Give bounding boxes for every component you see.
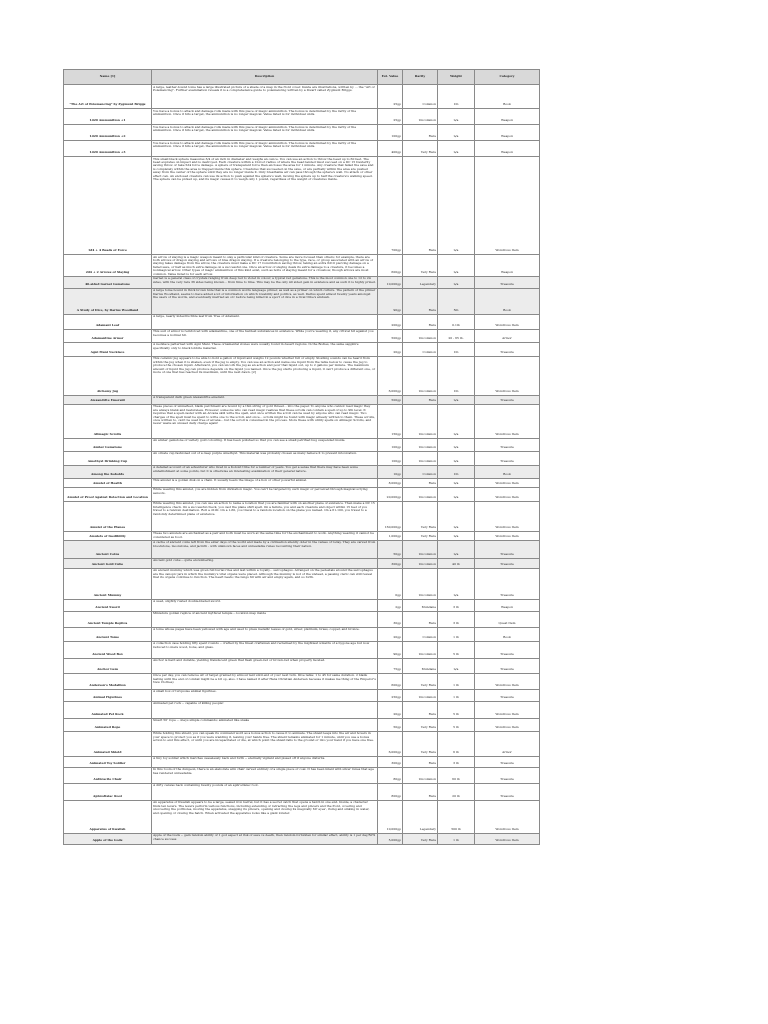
item-description-cell[interactable]: You have a bonus to attack and damage rolls made with this piece of magic ammunition. The bonus is determined by the rarity of the ammunition. Once it hits a target, the ammunition is no longer magical. Value listed is for individual units.: [152, 141, 378, 157]
item-name-cell[interactable]: Alchemy Jug: [64, 356, 152, 395]
item-rarity-cell[interactable]: Uncommon: [403, 109, 438, 125]
item-description-cell[interactable]: This suit of armor is reinforced with adamantine, one of the hardest substances in existence. While you're wearing it, any critical hit against you becomes a normal hit.: [152, 329, 378, 342]
col-header-rarity[interactable]: Rarity: [403, 70, 438, 85]
item-value-cell[interactable]: 90gp: [378, 288, 403, 314]
item-name-cell[interactable]: Ancient Gold Cube: [64, 558, 152, 568]
item-description-cell[interactable]: An ancient mummy which was given full burial rites and laid within a royally... sarcophagus. Arranged on the pedestals around the sarcophagus are the canopic jars in which the mummy's vital organs were placed. Although the mummy is not of the undead, a passing cleric can still reveal that its organs continue to function. The heart beats; the lungs fill with air and empty again, and so forth.: [152, 568, 378, 599]
item-rarity-cell[interactable]: Uncommon: [403, 641, 438, 658]
item-rarity-cell[interactable]: Uncommon: [403, 356, 438, 395]
item-description-cell[interactable]: While wearing this amulet, you are hidden from divination magic. You can't be targeted by such magic or perceived through magical scrying sensors.: [152, 487, 378, 501]
item-weight-cell[interactable]: 5 lb: [438, 718, 475, 731]
table-row[interactable]: [64, 141, 540, 157]
item-value-cell[interactable]: 6,000gp: [378, 356, 403, 395]
item-name-cell[interactable]: Among the Kobolds: [64, 465, 152, 478]
item-description-cell[interactable]: A used, slightly rusted double-bladed sword.: [152, 599, 378, 611]
item-weight-cell[interactable]: n/a: [438, 157, 475, 255]
item-name-cell[interactable]: Anderson's Medallion: [64, 673, 152, 689]
item-description-cell[interactable]: This ceramic jug appears to be able to hold a gallon of liquid and weighs 12 pounds whether full or empty. Sloshing sounds can be heard from within the jug when it is shaken, even if the jug is empty. You can use an action and name one liquid from the table below to cause the jug to produce the chosen liquid. Afterward, you can uncork the jug as an action and pour that liquid out, up to 2 gallons per minute. The maximum amount of liquid the jug can produce depends on the liquid you named. Once the jug starts producing a liquid, it can't produce a different one, or more of one that has reached its maximum, until the next dawn. [2]: [152, 356, 378, 395]
item-description-cell[interactable]: A tome whose pages have been yellowed with age and used to press metallic leaves of gold, silver, platinum, brass, copper, and bronze.: [152, 627, 378, 641]
item-category-cell[interactable]: Wondrous Item: [475, 501, 540, 531]
item-value-cell[interactable]: 6,000gp: [378, 731, 403, 756]
item-category-cell[interactable]: Treasure: [475, 689, 540, 701]
item-rarity-cell[interactable]: Mundane: [403, 599, 438, 611]
item-rarity-cell[interactable]: Legendary: [403, 276, 438, 288]
item-rarity-cell[interactable]: Uncommon: [403, 767, 438, 783]
item-value-cell[interactable]: 5,000gp: [378, 833, 403, 844]
table-row[interactable]: [64, 109, 540, 125]
item-description-cell[interactable]: While wearing this amulet, you can use an action to name a location that you are familiar with on another plane of existence. Then make a DC 15 Intelligence check. On a successful check, you cast the plane shift spell. On a failure, you and each creature and object within 15 feet of you travel to a random destination. Roll a d100. On a 1-60, you travel to a random location on the plane you named. On a 61-100, you travel to a randomly determined plane of existence.: [152, 501, 378, 531]
item-weight-cell[interactable]: 20 - 65 lb.: [438, 329, 475, 342]
item-category-cell[interactable]: Wondrous Item: [475, 478, 540, 487]
item-rarity-cell[interactable]: Uncommon: [403, 329, 438, 342]
item-category-cell[interactable]: Wondrous Item: [475, 701, 540, 718]
item-weight-cell[interactable]: 5 lb: [438, 701, 475, 718]
item-description-cell[interactable]: A large, nearly indestructible leaf from Tree of Adamant.: [152, 314, 378, 329]
item-weight-cell[interactable]: 1 lb: [438, 673, 475, 689]
item-name-cell[interactable]: Amulet of Health: [64, 478, 152, 487]
col-header-name[interactable]: Name [1]: [64, 70, 152, 85]
item-description-cell[interactable]: This small black sphere measures 3/4 of an inch in diameter and weighs an ounce. You can use an action to throw the bead up to 60 feet. The bead explodes on impact and is destroyed. Each creature within a 10-foot radius of where the bead landed must succeed on a DC 15 Dexterity saving throw or take 5d4 force damage. A sphere of transparent force then encloses the area for 1 minute. Any creature that failed the save and is completely within the area is trapped inside this sphere. Creatures that succeeded on the save, or are partially within the area are pushed away from the center of the sphere until they are no longer inside it. Only breathable air can pass through the sphere's wall. No attack or other effect can. An enclosed creature can use its action to push against the sphere's wall, moving the sphere up to half the creature's walking speed. The sphere can be picked up, and its magic causes it to weigh only 1 pound, regardless of the weight of creatures inside.: [152, 157, 378, 255]
item-category-cell[interactable]: Weapon: [475, 125, 540, 141]
item-value-cell[interactable]: 25gp: [378, 109, 403, 125]
item-category-cell[interactable]: Book: [475, 627, 540, 641]
item-name-cell[interactable]: 1d20 Ammunition +1: [64, 109, 152, 125]
item-category-cell[interactable]: Wondrous Item: [475, 404, 540, 438]
item-name-cell[interactable]: Alexandrite Emerald: [64, 395, 152, 404]
item-name-cell[interactable]: Allmagic Scrolls: [64, 404, 152, 438]
item-description-cell[interactable]: You have a bonus to attack and damage rolls made with this piece of magic ammunition. The bonus is determined by the rarity of the ammunition. Once it hits a target, the ammunition is no longer magical. Value listed is for individual units.: [152, 109, 378, 125]
item-description-cell[interactable]: A small box of turquoise animal figurines.: [152, 689, 378, 701]
item-value-cell[interactable]: 10gp: [378, 465, 403, 478]
table-row[interactable]: [64, 783, 540, 800]
item-description-cell[interactable]: An arrow of slaying is a magic weapon meant to slay a particular kind of creature. Some are more focused than others; for example, there are both arrows of dragon slaying and arrows of blue dragon slaying. If a creature belonging to the type, race, or group associated with an arrow of slaying takes damage from the arrow, the creature must make a DC 17 Constitution saving throw, taking an extra 6d10 piercing damage on a failed save, or half as much extra damage on a successful one. Once an arrow of slaying deals its extra damage to a creature, it becomes a nonmagical arrow. Other types of magic ammunition of this kind exist, such as bolts of slaying meant for a crossbow, though arrows are most common. Value listed is for each arrow.: [152, 255, 378, 277]
table-row[interactable]: [64, 276, 540, 288]
item-value-cell[interactable]: 8,000gp: [378, 478, 403, 487]
item-rarity-cell[interactable]: Very Rare: [403, 673, 438, 689]
table-body: [64, 85, 540, 845]
table-row[interactable]: [64, 658, 540, 673]
item-description-cell[interactable]: These pieces of unmarked, blank parchment are bound by a thin string of gold thread... into the paper. To anyone who cannot read magic they are always blank and featureless. However, someone who can read magic realizes that these scrolls can contain a spell of up to 9th level. It requires that a spell-caster with an Arcana skill write the spell, and once written the scroll can be used by anyone who can read magic. Two charges of the spell must be spent to write one to the scroll, and once... scrolls might be found with magic already written to them. These scrolls, once written to, can't be used free of arcana... but the scroll is consumed in the process. Store these with utility spells on Allmagic Scrolls, and never waste an unused daily charge again!: [152, 404, 378, 438]
table-row[interactable]: [64, 395, 540, 404]
item-category-cell[interactable]: Treasure: [475, 568, 540, 599]
table-row[interactable]: [64, 718, 540, 731]
item-description-cell[interactable]: A dirty canvas back containing twenty pounds of an aphrodisiac root.: [152, 783, 378, 800]
item-rarity-cell[interactable]: Uncommon: [403, 438, 438, 451]
item-rarity-cell[interactable]: Uncommon: [403, 568, 438, 599]
table-row[interactable]: [64, 627, 540, 641]
item-name-cell[interactable]: Agni Mani Necklace: [64, 342, 152, 356]
table-row[interactable]: [64, 833, 540, 844]
item-category-cell[interactable]: Armor: [475, 329, 540, 342]
item-value-cell[interactable]: 10,000gp: [378, 276, 403, 288]
item-weight-cell[interactable]: n/a: [438, 451, 475, 465]
item-category-cell[interactable]: Treasure: [475, 558, 540, 568]
item-category-cell[interactable]: Book: [475, 85, 540, 109]
item-rarity-cell[interactable]: Very Rare: [403, 531, 438, 540]
item-name-cell[interactable]: Amulets of Inedibility: [64, 531, 152, 540]
item-value-cell[interactable]: 1,000gp: [378, 531, 403, 540]
table-row[interactable]: [64, 465, 540, 478]
item-rarity-cell[interactable]: Common: [403, 342, 438, 356]
item-weight-cell[interactable]: 1 lb: [438, 627, 475, 641]
item-name-cell[interactable]: Ancient Tome: [64, 627, 152, 641]
item-value-cell[interactable]: 150gp: [378, 404, 403, 438]
item-name-cell[interactable]: Animated Toy Soldier: [64, 756, 152, 767]
item-weight-cell[interactable]: 1 lb: [438, 689, 475, 701]
table-row[interactable]: [64, 501, 540, 531]
item-name-cell[interactable]: Amber Gemstone: [64, 438, 152, 451]
item-category-cell[interactable]: Treasure: [475, 641, 540, 658]
col-header-weight[interactable]: Weight: [438, 70, 475, 85]
item-description-cell[interactable]: Miniature golden replica of ancient mythical temple -- location map inside: [152, 611, 378, 627]
item-value-cell[interactable]: 50gp: [378, 540, 403, 558]
item-name-cell[interactable]: Amulet of Proof Against Detection and Location: [64, 487, 152, 501]
table-row[interactable]: [64, 673, 540, 689]
table-row[interactable]: [64, 558, 540, 568]
item-value-cell[interactable]: 100gp: [378, 125, 403, 141]
item-name-cell[interactable]: Ancient Wood Box: [64, 641, 152, 658]
item-rarity-cell[interactable]: Rare: [403, 783, 438, 800]
item-rarity-cell[interactable]: Rare: [403, 157, 438, 255]
item-name-cell[interactable]: "The Art of Polemancing" by Zygmunt Briggs: [64, 85, 152, 109]
item-value-cell[interactable]: 90gp: [378, 641, 403, 658]
table-row[interactable]: [64, 157, 540, 255]
item-value-cell[interactable]: 800gp: [378, 783, 403, 800]
item-rarity-cell[interactable]: Uncommon: [403, 540, 438, 558]
item-rarity-cell[interactable]: Mundane: [403, 658, 438, 673]
item-rarity-cell[interactable]: Uncommon: [403, 558, 438, 568]
item-name-cell[interactable]: A Study of Dice, by Darius Woodland: [64, 288, 152, 314]
item-weight-cell[interactable]: 0.1lb: [438, 314, 475, 329]
item-rarity-cell[interactable]: Uncommon: [403, 451, 438, 465]
item-name-cell[interactable]: Apparatus of Kwalish: [64, 800, 152, 833]
item-value-cell[interactable]: 20,000gp: [378, 487, 403, 501]
item-category-cell[interactable]: Wondrous Item: [475, 531, 540, 540]
table-row[interactable]: [64, 641, 540, 658]
item-value-cell[interactable]: 600gp: [378, 673, 403, 689]
table-row[interactable]: [64, 731, 540, 756]
item-description-cell[interactable]: A large tome bound in thick brown hide that is a common words language primer, as well as a primer on which culture. The pattern of the primer Darius Woodland, seems to have added a lot of information on which lovability and politics, as well. Darius spent almost twenty years amongst the users of the words, and eventually married an orc before being killed in a sport of dice in a rival tribe's ambush.: [152, 288, 378, 314]
table-row[interactable]: [64, 800, 540, 833]
item-category-cell[interactable]: Treasure: [475, 756, 540, 767]
item-weight-cell[interactable]: n/a: [438, 141, 475, 157]
item-weight-cell[interactable]: 20 lb: [438, 783, 475, 800]
table-row[interactable]: [64, 701, 540, 718]
item-description-cell[interactable]: A detailed account of an adventurer who lived in a Kobold tribe for a number of years. You get a sense that there may have been some embellishment at some points, but it is otherwise an interesting examination of their general nature.: [152, 465, 378, 478]
item-weight-cell[interactable]: n/a: [438, 438, 475, 451]
item-rarity-cell[interactable]: Very Rare: [403, 731, 438, 756]
item-description-cell[interactable]: An amber gemstone of variety gold colouring. It has been polished so that you can see a small petrified bug suspended inside.: [152, 438, 378, 451]
item-category-cell[interactable]: Treasure: [475, 540, 540, 558]
col-header-description[interactable]: Description: [152, 70, 378, 85]
item-description-cell[interactable]: A large, leather-bound tome has a large illustrated picture of a shade of a map in the front cover. Inside are illustrations, written by ... the "Art of Polemancing". Further examination reveals it is a comprehensive guide to polemancing written by a Dwarf called Zygmunt Briggs.: [152, 85, 378, 109]
item-rarity-cell[interactable]: Uncommon: [403, 487, 438, 501]
table-row[interactable]: [64, 85, 540, 109]
item-category-cell[interactable]: Wondrous Item: [475, 800, 540, 833]
table-row[interactable]: [64, 255, 540, 277]
item-name-cell[interactable]: Animated Rope: [64, 718, 152, 731]
item-weight-cell[interactable]: n/a: [438, 125, 475, 141]
table-row[interactable]: [64, 342, 540, 356]
item-category-cell[interactable]: Weapon: [475, 255, 540, 277]
item-category-cell[interactable]: Treasure: [475, 342, 540, 356]
item-category-cell[interactable]: Weapon: [475, 599, 540, 611]
item-value-cell[interactable]: 20gp: [378, 627, 403, 641]
item-value-cell[interactable]: 300gp: [378, 558, 403, 568]
item-name-cell[interactable]: Ancient Mummy: [64, 568, 152, 599]
table-row[interactable]: [64, 404, 540, 438]
item-value-cell[interactable]: 250gp: [378, 689, 403, 701]
item-name-cell[interactable]: Apple of the Gods: [64, 833, 152, 844]
item-name-cell[interactable]: Adamantine Armor: [64, 329, 152, 342]
item-weight-cell[interactable]: 60 lb: [438, 767, 475, 783]
item-rarity-cell[interactable]: Rare: [403, 395, 438, 404]
item-description-cell[interactable]: Once per day, you can remove AC of target granted by armour laid until end of your next turn. Dive table: 1 to 45 for same duration. 2 blank lasting until the end of combat might be a bit op, also. I have named it after Hans Christian Andersen because it makes me thing of the Emperor's New Clothes): [152, 673, 378, 689]
item-rarity-cell[interactable]: Legendary: [403, 800, 438, 833]
table-row[interactable]: [64, 288, 540, 314]
item-rarity-cell[interactable]: Rare: [403, 478, 438, 487]
item-weight-cell[interactable]: 5 lb: [438, 641, 475, 658]
item-name-cell[interactable]: Aphrodisiac Root: [64, 783, 152, 800]
table-row[interactable]: [64, 487, 540, 501]
table-row[interactable]: [64, 689, 540, 701]
item-description-cell[interactable]: Apple of the Gods -- gain random ability of 1 god aspect at risk of save vs death, then random forbidden for similar effect, ability is 1 per day/50% chance success: [152, 833, 378, 844]
item-value-cell[interactable]: 100gp: [378, 451, 403, 465]
item-weight-cell[interactable]: 3 lb: [438, 599, 475, 611]
item-weight-cell[interactable]: 40 lb: [438, 558, 475, 568]
item-weight-cell[interactable]: n/a: [438, 540, 475, 558]
item-name-cell[interactable]: 1d20 Ammunition +2: [64, 125, 152, 141]
item-value-cell[interactable]: 400gp: [378, 141, 403, 157]
item-value-cell[interactable]: 0gp: [378, 568, 403, 599]
item-rarity-cell[interactable]: Rare: [403, 611, 438, 627]
item-category-cell[interactable]: Treasure: [475, 438, 540, 451]
item-rarity-cell[interactable]: Very Rare: [403, 718, 438, 731]
item-value-cell[interactable]: 600gp: [378, 255, 403, 277]
table-row[interactable]: [64, 478, 540, 487]
item-weight-cell[interactable]: 5lb: [438, 288, 475, 314]
item-description-cell[interactable]: A tiny toy soldier which marches ceaselessly back and forth -- eternally vigilant and pissed off if anyone disturbs.: [152, 756, 378, 767]
item-category-cell[interactable]: Wondrous Item: [475, 673, 540, 689]
item-name-cell[interactable]: 1d20 Ammunition +3: [64, 141, 152, 157]
item-category-cell[interactable]: Treasure: [475, 451, 540, 465]
item-description-cell[interactable]: These two amulets are enchanted as a pair and both must be worn at the same time for the enchantment to work. Anything wearing it cannot be considered as food.: [152, 531, 378, 540]
item-value-cell[interactable]: 300gp: [378, 756, 403, 767]
table-row[interactable]: [64, 540, 540, 558]
item-rarity-cell[interactable]: Common: [403, 465, 438, 478]
item-category-cell[interactable]: Book: [475, 465, 540, 478]
item-category-cell[interactable]: Treasure: [475, 658, 540, 673]
table-row[interactable]: [64, 531, 540, 540]
item-rarity-cell[interactable]: Rare: [403, 701, 438, 718]
item-description-cell[interactable]: A cache of ancient coins left from the elder days of the world and made by a civilisation silently older in the values of today. They are carved from bloodstone, moonstone, and jacinth - with unknown faces and unreadable runes recounting their nation.: [152, 540, 378, 558]
item-value-cell[interactable]: 20gp: [378, 701, 403, 718]
item-value-cell[interactable]: 50gp: [378, 718, 403, 731]
item-rarity-cell[interactable]: Very Rare: [403, 833, 438, 844]
item-value-cell[interactable]: 160,000gp: [378, 501, 403, 531]
item-weight-cell[interactable]: 3 lb: [438, 756, 475, 767]
item-rarity-cell[interactable]: Rare: [403, 756, 438, 767]
item-description-cell[interactable]: An apparatus of Kwalish appears to be a large, sealed iron barrel, but it has a secret catch that opens a hatch in one end. Inside, a character finds ten levers. The levers perform various functions, including extending or retracting the legs and pincers and the front, covering and uncovering the portholes, moving the apparatus, snapping its pincers, opening and closing its magically 60' eyes', rising and sinking in water, and opening or closing the hatch. When activated the apparatus looks like a giant lobster.: [152, 800, 378, 833]
table-row[interactable]: [64, 314, 540, 329]
item-category-cell[interactable]: Treasure: [475, 395, 540, 404]
item-description-cell[interactable]: While holding this shield, you can speak its command word as a bonus action to cause it to animate. The shield leaps into the air and hovers in your space to protect you as if you were wielding it, leaving your hands free. The shield remains animated for 1 minute, until you use a bonus action to end this effect, or until you are incapacitated or die, at which point the shield falls to the ground or into your hand if you have one free.: [152, 731, 378, 756]
item-category-cell[interactable]: Wondrous Item: [475, 314, 540, 329]
item-weight-cell[interactable]: n/a: [438, 276, 475, 288]
table-row[interactable]: [64, 611, 540, 627]
item-name-cell[interactable]: Ancient Sword: [64, 599, 152, 611]
item-weight-cell[interactable]: 1lb: [438, 356, 475, 395]
item-category-cell[interactable]: Wondrous Item: [475, 487, 540, 501]
item-category-cell[interactable]: Book: [475, 288, 540, 314]
item-weight-cell[interactable]: n/a: [438, 501, 475, 531]
item-value-cell[interactable]: 500gp: [378, 395, 403, 404]
table-row[interactable]: [64, 756, 540, 767]
item-weight-cell[interactable]: n/a: [438, 531, 475, 540]
col-header-category[interactable]: Category: [475, 70, 540, 85]
table-row[interactable]: [64, 329, 540, 342]
item-name-cell[interactable]: Adamant Leaf: [64, 314, 152, 329]
table-row[interactable]: [64, 356, 540, 395]
item-description-cell[interactable]: A collection case holding fifty spent rounds -- crafted by the finest craftsman and reclaimed by the mightiest wizards of a bygone age but now reduced to mere wood, bone, and glass.: [152, 641, 378, 658]
item-description-cell[interactable]: This amulet is a golden disk on a chain. It usually bears the image of a lion or other powerful animal.: [152, 478, 378, 487]
item-weight-cell[interactable]: 1lb: [438, 342, 475, 356]
item-name-cell[interactable]: Animated Shield: [64, 731, 152, 756]
table-row[interactable]: [64, 767, 540, 783]
item-weight-cell[interactable]: n/a: [438, 255, 475, 277]
item-rarity-cell[interactable]: Uncommon: [403, 689, 438, 701]
item-weight-cell[interactable]: n/a: [438, 478, 475, 487]
item-table: [63, 69, 540, 845]
item-weight-cell[interactable]: n/a: [438, 487, 475, 501]
col-header-est-value[interactable]: Est. Value: [378, 70, 403, 85]
item-name-cell[interactable]: Ancient Temple Replica: [64, 611, 152, 627]
item-weight-cell[interactable]: n/a: [438, 395, 475, 404]
table-row[interactable]: [64, 438, 540, 451]
item-category-cell[interactable]: Wondrous Item: [475, 356, 540, 395]
item-name-cell[interactable]: Anthracite Chair: [64, 767, 152, 783]
item-rarity-cell[interactable]: Very Rare: [403, 255, 438, 277]
item-value-cell[interactable]: 200gp: [378, 314, 403, 329]
item-description-cell[interactable]: An ornate cup fashioned out of a deep purple Amethyst. This material was probably chosen as many believe it to prevent intoxication.: [152, 451, 378, 465]
item-name-cell[interactable]: Animated Pet Rock: [64, 701, 152, 718]
item-weight-cell[interactable]: n/a: [438, 568, 475, 599]
item-rarity-cell[interactable]: Rare: [403, 314, 438, 329]
item-name-cell[interactable]: 1d4 + 4 Beads of Force: [64, 157, 152, 255]
item-value-cell[interactable]: 500gp: [378, 329, 403, 342]
item-description-cell[interactable]: Smart 50' rope -- obeys simple commands; animated like snake: [152, 718, 378, 731]
item-category-cell[interactable]: Weapon: [475, 141, 540, 157]
item-rarity-cell[interactable]: Very Rare: [403, 141, 438, 157]
header-row: [64, 70, 540, 85]
item-rarity-cell[interactable]: Rare: [403, 125, 438, 141]
item-description-cell[interactable]: In this room of the dungeon, there is an elaborate arm chair carved entirely of a single piece of coal. It has been inlaid with silver runes that age has rendered unreadable.: [152, 767, 378, 783]
item-value-cell[interactable]: 2gp: [378, 599, 403, 611]
item-value-cell[interactable]: 75gp: [378, 658, 403, 673]
item-name-cell[interactable]: Animal Figurines: [64, 689, 152, 701]
item-value-cell[interactable]: 25gp: [378, 85, 403, 109]
item-rarity-cell[interactable]: Very Rare: [403, 501, 438, 531]
item-rarity-cell[interactable]: Common: [403, 85, 438, 109]
item-weight-cell[interactable]: n/a: [438, 658, 475, 673]
item-weight-cell[interactable]: n/a: [438, 404, 475, 438]
item-description-cell[interactable]: Animated pet rock -- capable of killing people!: [152, 701, 378, 718]
item-value-cell[interactable]: 100gp: [378, 438, 403, 451]
item-description-cell[interactable]: Anchor is hard and durable, yielding translucent green that flash green-red or brown-red when properly faceted.: [152, 658, 378, 673]
spreadsheet: [63, 69, 539, 845]
table-row[interactable]: [64, 568, 540, 599]
item-rarity-cell[interactable]: Rare: [403, 288, 438, 314]
item-description-cell[interactable]: A transparent dark green Alexandrite emerald.: [152, 395, 378, 404]
item-category-cell[interactable]: Quest Item: [475, 611, 540, 627]
item-weight-cell[interactable]: 1lb: [438, 85, 475, 109]
item-rarity-cell[interactable]: Uncommon: [403, 404, 438, 438]
item-weight-cell[interactable]: 3 lb: [438, 611, 475, 627]
item-weight-cell[interactable]: 1 lb: [438, 833, 475, 844]
item-name-cell[interactable]: Anchor Gem: [64, 658, 152, 673]
item-name-cell[interactable]: 40-sided Garnet Gemstone: [64, 276, 152, 288]
item-category-cell[interactable]: Armor: [475, 731, 540, 756]
item-rarity-cell[interactable]: Common: [403, 627, 438, 641]
item-name-cell[interactable]: Amethyst Drinking Cup: [64, 451, 152, 465]
item-value-cell[interactable]: 10,000gp: [378, 800, 403, 833]
item-description-cell[interactable]: Ancient gold cube -- quite encumbering.: [152, 558, 378, 568]
item-description-cell[interactable]: A necklace patterned with Agni Mani. These ornamental stones were usually found in desert regions. In the Bodies, the same sapphire specifically only to black lobbite material.: [152, 342, 378, 356]
item-name-cell[interactable]: 2d4 + 2 Arrows of Slaying: [64, 255, 152, 277]
item-category-cell[interactable]: Treasure: [475, 767, 540, 783]
item-category-cell[interactable]: Wondrous Item: [475, 157, 540, 255]
item-description-cell[interactable]: You have a bonus to attack and damage rolls made with this piece of magic ammunition. The bonus is determined by the rarity of the ammunition. Once it hits a target, the ammunition is no longer magical. Value listed is for individual units.: [152, 125, 378, 141]
item-weight-cell[interactable]: 1lb: [438, 465, 475, 478]
table-row[interactable]: [64, 451, 540, 465]
item-category-cell[interactable]: Weapon: [475, 109, 540, 125]
item-weight-cell[interactable]: 6 lb: [438, 731, 475, 756]
item-name-cell[interactable]: Ancient Coins: [64, 540, 152, 558]
item-description-cell[interactable]: Garnet is a general class of crystals ranging from deep red to violet in colour, a typical red gemstone. This is the most common one to 12 to 24 sides, with the very rare 36 sides being known... from time to time. This may be the only 40 sided gem in existence and as such it is highly prized.: [152, 276, 378, 288]
item-value-cell[interactable]: 30gp: [378, 611, 403, 627]
item-category-cell[interactable]: Wondrous Item: [475, 833, 540, 844]
item-name-cell[interactable]: Amulet of the Planes: [64, 501, 152, 531]
item-value-cell[interactable]: 20gp: [378, 342, 403, 356]
item-category-cell[interactable]: Wondrous Item: [475, 718, 540, 731]
item-value-cell[interactable]: 700gp: [378, 157, 403, 255]
item-category-cell[interactable]: Treasure: [475, 276, 540, 288]
table-row[interactable]: [64, 599, 540, 611]
item-weight-cell[interactable]: n/a: [438, 109, 475, 125]
item-weight-cell[interactable]: 500 lb: [438, 800, 475, 833]
item-value-cell[interactable]: 80gp: [378, 767, 403, 783]
table-row[interactable]: [64, 125, 540, 141]
item-category-cell[interactable]: Treasure: [475, 783, 540, 800]
